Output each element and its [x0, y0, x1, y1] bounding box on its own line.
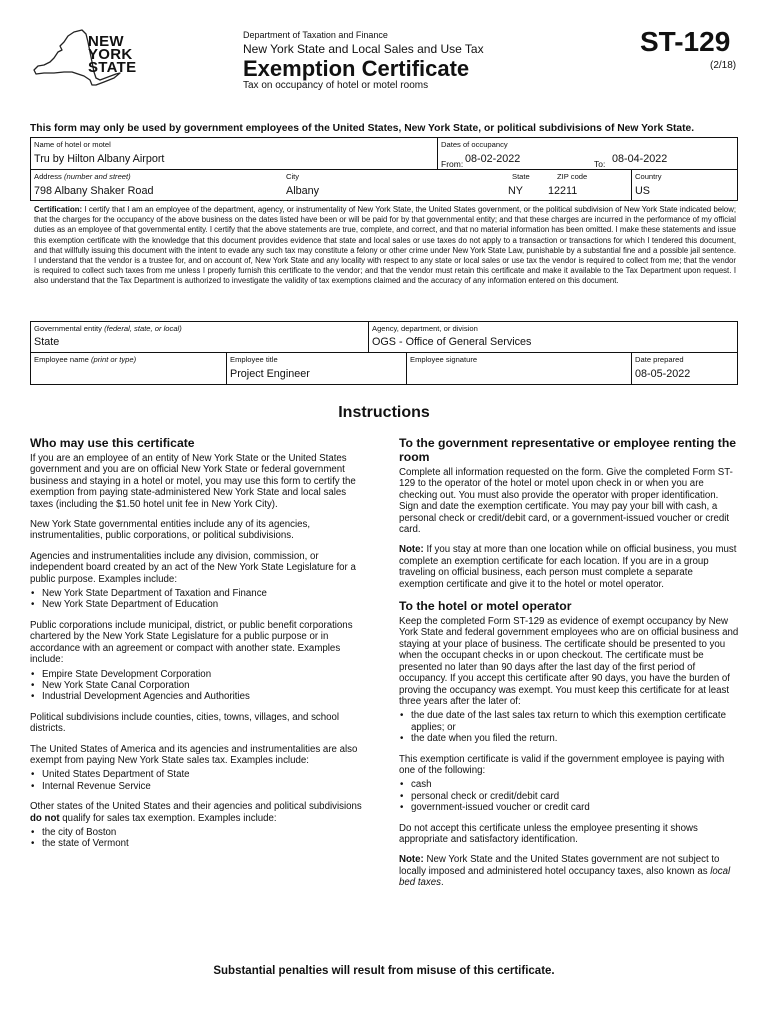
instructions-left-column — [30, 436, 368, 859]
form-tagline: Tax on occupancy of hotel or motel rooms — [243, 80, 429, 91]
logo-text: NEW YORK STATE — [88, 33, 137, 76]
date-to-field[interactable]: 08-04-2022 — [612, 153, 668, 165]
non-exempt-list — [30, 827, 368, 850]
from-label: From: — [441, 159, 464, 169]
list-item: • Industrial Development Agencies and Authorities — [30, 691, 368, 702]
employee-name-field[interactable] — [34, 368, 222, 382]
form-subtitle: New York State and Local Sales and Use Tax — [243, 42, 484, 56]
who-paragraph-2: New York State governmental entities include any of its agencies, instrumentalities, public corporations, or political subdivisions. — [30, 519, 311, 542]
list-item: • New York State Canal Corporation — [30, 680, 368, 691]
list-item: • personal check or credit/debit card — [399, 791, 739, 802]
list-item: • government-issued voucher or credit card — [399, 802, 739, 813]
payment-methods-list — [399, 779, 739, 813]
hotel-note: Note: New York State and the United States government are not subject to locally imposed and administered hotel occupancy taxes, also known as local bed taxes. — [399, 854, 731, 889]
agency-field[interactable]: OGS - Office of General Services — [372, 336, 532, 348]
penalty-warning: Substantial penalties will result from misuse of this certificate. — [213, 965, 555, 977]
list-item: • Internal Revenue Service — [30, 781, 368, 792]
certification-statement — [34, 205, 736, 287]
who-paragraph-5: Political subdivisions include counties, cities, towns, villages, and school districts. — [30, 711, 340, 735]
instructions-right-column — [399, 436, 739, 898]
zip-label: ZIP code — [557, 172, 588, 181]
hotel-paragraph-1: Keep the completed Form ST-129 as evidence of exempt occupancy by New York State and federal government employees who are on official business and staying at your place of business. The certificate should be presented to you when the occupant checks in or upon checkout. The certificate must be presented no later than 90 days after the last day of the first period of occupancy. If you accept this certificate after 90 days, you have the burden of proving the occupancy was exempt. You must keep this certificate for at least three years after the later of: — [399, 616, 739, 707]
entity-label: Governmental entity (federal, state, or local) — [34, 324, 182, 333]
hotel-operator-heading: To the hotel or motel operator — [399, 599, 572, 614]
zip-field[interactable]: 12211 — [548, 185, 578, 197]
retention-list — [399, 710, 739, 744]
gov-paragraph-1: Complete all information requested on the form. Give the completed Form ST-129 to the operator of the hotel or motel upon check in or when you are checking out. You must also provide the operator with proper identification. Sign and date the exemption certificate. You may pay your bill with cash, a personal check or credit/debit card, or a government-issued voucher or credit card. — [399, 467, 733, 536]
hotel-paragraph-3: Do not accept this certificate unless the employee presenting it shows appropriate and satisfactory identification. — [399, 822, 698, 845]
list-item: • Empire State Development Corporation — [30, 669, 368, 680]
certification-heading: Certification: — [34, 205, 83, 214]
gov-note: Note: If you stay at more than one location while on official business, you must complete an exemption certificate for each location. If you are in a group traveling on official business, each person must complete a separate exemption certificate and give it to the hotel or motel operator. — [399, 544, 737, 590]
federal-examples-list — [30, 769, 368, 792]
city-field[interactable]: Albany — [286, 185, 320, 197]
list-item: • cash — [399, 779, 739, 790]
hotel-name-field[interactable]: Tru by Hilton Albany Airport — [34, 153, 165, 165]
signature-label: Employee signature — [410, 355, 478, 364]
government-employee-heading: To the government representative or employee renting the room — [399, 436, 737, 464]
who-paragraph-6: The United States of America and its agencies and instrumentalities are also exempt from paying New York State sales tax. Examples include: — [30, 743, 358, 766]
entity-field[interactable]: State — [34, 336, 60, 348]
form-revision: (2/18) — [710, 60, 737, 71]
date-prepared-field[interactable]: 08-05-2022 — [635, 368, 691, 380]
agencies-list — [30, 588, 368, 611]
hotel-paragraph-2: This exemption certificate is valid if the government employee is paying with one of the following: — [399, 753, 725, 776]
public-corporations-list — [30, 669, 368, 703]
hotel-name-label: Name of hotel or motel — [34, 140, 111, 149]
country-label: Country — [635, 172, 662, 181]
list-item: • the state of Vermont — [30, 838, 368, 849]
who-paragraph-1: If you are an employee of an entity of New York State or the United States government and you are on official New York State or federal government business and staying in a hotel or motel, you may use this form to certify the exemption from paying state-administered New York State and local sales taxes (including the $1.50 hotel unit fee in New York City). — [30, 453, 356, 510]
list-item: • United States Department of State — [30, 769, 368, 780]
instructions-title: Instructions — [338, 404, 430, 421]
state-label: State — [512, 172, 530, 181]
address-field[interactable]: 798 Albany Shaker Road — [34, 185, 154, 197]
list-item: • the city of Boston — [30, 827, 368, 838]
address-label: Address (number and street) — [34, 172, 131, 181]
date-from-field[interactable]: 08-02-2022 — [465, 153, 521, 165]
to-label: To: — [594, 159, 606, 169]
employee-title-field[interactable]: Project Engineer — [230, 368, 310, 380]
list-item: • the date when you filed the return. — [399, 733, 739, 744]
list-item: • the due date of the last sales tax return to which this exemption certificate applies; or — [399, 710, 739, 733]
department-name: Department of Taxation and Finance — [243, 30, 388, 40]
employee-title-label: Employee title — [230, 355, 278, 364]
city-label: City — [286, 172, 300, 181]
dates-label: Dates of occupancy — [441, 140, 508, 149]
who-paragraph-7: Other states of the United States and their agencies and political subdivisions do not qualify for sales tax exemption. Examples include: — [30, 801, 362, 824]
who-paragraph-3: Agencies and instrumentalities include any division, commission, or independent board created by an act of the New York State Legislature for a public purpose. Examples include: — [30, 550, 356, 585]
form-title: Exemption Certificate — [243, 56, 470, 81]
state-field[interactable]: NY — [508, 185, 523, 197]
employee-name-label: Employee name (print or type) — [34, 355, 137, 364]
signature-field[interactable] — [410, 368, 626, 382]
agency-label: Agency, department, or division — [372, 324, 478, 333]
eligibility-notice: This form may only be used by government employees of the United States, New York State, or political subdivisions of New York State. — [30, 123, 695, 134]
certification-text: I certify that I am an employee of the department, agency, or instrumentality of New York State, the United States government, or the political subdivision of New York State indicated below; that the charges for the occupancy of the above business on the dates listed have been or will be paid for by that governmental entity; and that these charges are incurred in the performance of my official duties as an employee of that governmental entity. I certify that the above statements are true, complete, and correct, and that no material information has been omitted. I make these statements and issue this exemption certificate with the knowledge that this document provides evidence that state and local sales or use taxes do not apply to a transaction or transactions for which I tendered this document, and that willfully issuing this document with the intent to evade any such tax may constitute a felony or other crime under New York State Law, punishable by a substantial fine and a possible jail sentence. I understand that the vendor is a trustee for, and on account of, New York State and any locality with respect to any state or local sales or use tax the vendor is required to collect from me; that the vendor is required to collect such taxes from me unless I properly furnish this certificate to the vendor; and that the vendor must retain this certificate and make it available to the Tax Department upon request. I also understand that the Tax Department is authorized to investigate the validity of tax exemptions claimed and the accuracy of any information entered on this document. — [34, 205, 736, 286]
country-field[interactable]: US — [635, 185, 650, 197]
who-paragraph-4: Public corporations include municipal, district, or public benefit corporations chartered by the New York State Legislature for a public purpose or in accordance with an agreement or compact with another state. Examples include: — [30, 619, 353, 666]
form-number: ST-129 — [640, 26, 731, 57]
list-item: • New York State Department of Taxation and Finance — [30, 588, 368, 599]
who-may-use-heading: Who may use this certificate — [30, 436, 195, 450]
list-item: • New York State Department of Education — [30, 599, 368, 610]
date-prepared-label: Date prepared — [635, 355, 684, 364]
